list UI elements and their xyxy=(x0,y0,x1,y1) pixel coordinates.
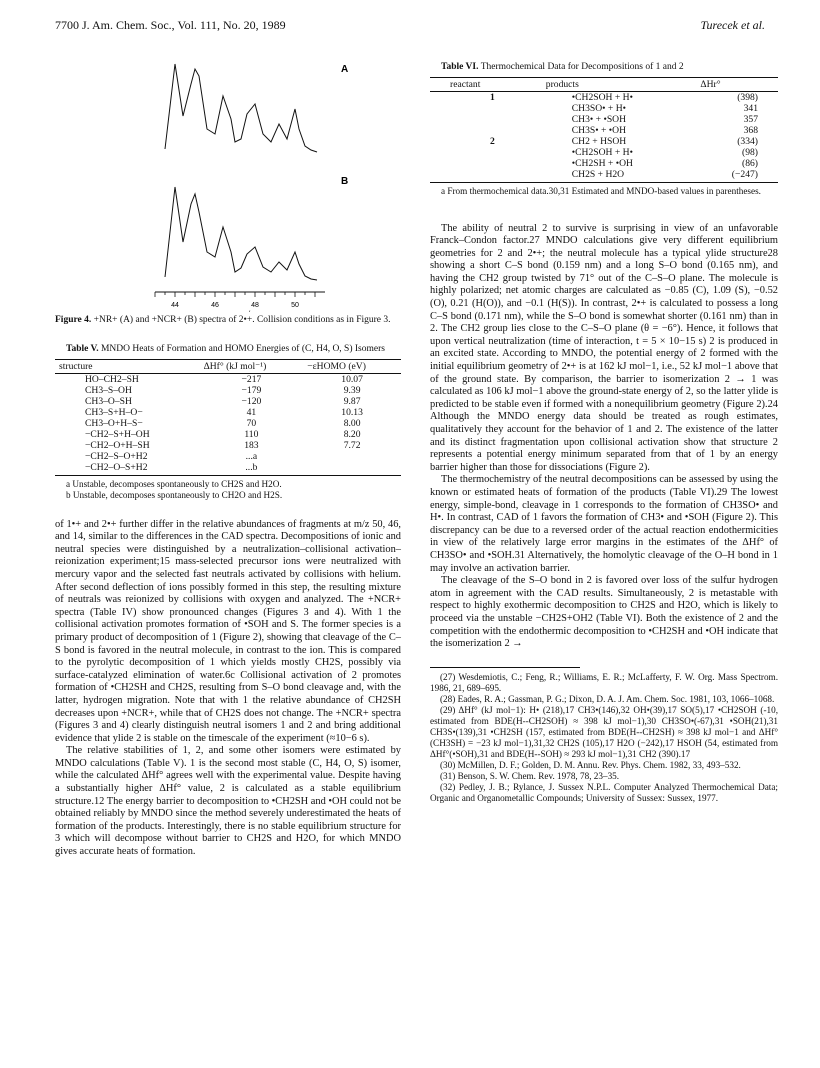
table-cell: CH2S + H2O xyxy=(542,169,697,183)
table-5-header-dh: ΔHf° (kJ mol⁻¹) xyxy=(200,359,304,373)
table-cell: CH2 + HSOH xyxy=(571,135,627,147)
table-6-header-products: products xyxy=(542,77,697,91)
table-cell: −217 xyxy=(241,373,262,385)
running-header-right: Turecek et al. xyxy=(700,18,765,32)
spectrum-trace xyxy=(165,187,317,280)
table-cell: CH3S• + •OH xyxy=(571,124,627,136)
running-header-left: 7700 J. Am. Chem. Soc., Vol. 111, No. 20, 1989 xyxy=(55,18,286,32)
table-cell: 9.39 xyxy=(343,384,361,396)
x-tick-label: 46 xyxy=(211,302,219,309)
table-5-footnote-b: b Unstable, decomposes spontaneously to CH2O and H2S. xyxy=(66,489,283,500)
table-cell xyxy=(303,451,401,462)
table-row xyxy=(55,396,401,407)
table-row xyxy=(430,114,778,125)
x-tick-label: 44 xyxy=(171,302,179,309)
table-cell: (98) xyxy=(742,146,758,158)
table-cell xyxy=(430,158,542,169)
table-cell: 41 xyxy=(246,406,257,418)
x-axis-label xyxy=(242,311,254,312)
table-cell: 70 xyxy=(246,417,257,429)
table-cell: 110 xyxy=(244,428,259,440)
table-cell: 1 xyxy=(490,91,495,103)
paragraph: The ability of neutral 2 to survive is surprising in view of an unfavorable Franck–Condon factor.27 MNDO calculations give very different equilibrium geometries for 2 and 2•+; the neutral molecule has a typical ylide structure28 showing a short C–S bond (0.159 nm) and a long S–O bond (0.165 nm), and having the CH2 group twisted by 71° out of the C–S–O plane. The molecule is highly polarized; net atomic charges are calculated as −0.85 (C), 1.09 (S), −0.52 (O), 0.21 (H(O)), and −0.1 (H(S)). In contrast, 2•+ is calculated to possess a long C–S bond (0.171 nm), while the S–O bond is somewhat shorter (0.161 nm) than in 2. The CH2 group lies close to the C–S–O plane (θ = −6°). Hence, it follows that upon vertical neutralization (time of interaction, t = 5 × 10−15 s) 2 is produced in an excited state. According to MNDO, the potential energy of 2 formed with the initial equilibrium geometry of 2•+ is at 162 kJ mol−1, i.e., 52 kJ mol−1 above that of the ground state. By comparison, the barrier to isomerization 2 → 1 was calculated as 106 kJ mol−1 above the ground-state energy of 2, so the latter ylide is predicted to be stable even if formed with a nonequilibrium geometry (Figure 2).24 Although the MNDO energy data should be treated as rough estimates, qualitatively they account for the behavior of 1 and 2. The existence of the latter and its distinct fragmentation upon collisional activation show that structure 2 represents a potential energy minimum separated from that of 1 by an energy barrier higher than those for dissociations (Figure 2). xyxy=(430,222,778,473)
right-body-text xyxy=(430,223,778,651)
table-cell: −CH2–O–S+H2 xyxy=(55,462,200,476)
table-6-grid xyxy=(430,77,778,183)
right-column xyxy=(430,62,778,804)
table-6-title: Table VI. Thermochemical Data for Decompositions of 1 and 2 xyxy=(441,62,684,72)
x-tick-label: 50 xyxy=(291,302,299,309)
table-cell: 183 xyxy=(244,439,259,451)
table-row xyxy=(430,125,778,136)
table-cell: 357 xyxy=(743,113,758,125)
table-row xyxy=(55,373,401,385)
spectrum-a-label: A xyxy=(341,64,349,75)
table-cell: (−247) xyxy=(696,169,778,183)
table-row xyxy=(55,429,401,440)
table-5-grid xyxy=(55,359,401,476)
table-cell: 10.07 xyxy=(341,373,363,385)
figure-4-spectra xyxy=(55,42,401,312)
paragraph: The thermochemistry of the neutral decompositions can be assessed by using the known or estimated heats of formation of the products (Table VI).29 The lowest energy, simple-bond, cleavage in 1 corresponds to the formation of CH3SO• and H•. In contrast, CAD of 1 favors the formation of CH3• and •SOH (Figure 2). This discrepancy can be due to a reversed order of the actual reaction endothermicities in view of the relatively large error margins in the estimates of the ΔHf° of CH3SO• and •SOH.31 Alternatively, the homolytic cleavage of the O–H bond in 1 may involve an activation barrier. xyxy=(430,474,778,574)
table-cell xyxy=(430,103,542,114)
table-cell: (334) xyxy=(737,135,758,147)
reference-item: (29) ΔHf° (kJ mol−1): H• (218),17 CH3•(146),32 OH•(39),17 SO(5),17 •CH2SOH (-10, estimated from BDE(H--CH2SOH) ≈ 398 kJ mol−1),30 CH3SO•(-67),31 •SOH(21),31 CH3S•(139),31 •CH2SH (157, estimated from BDE(H--CH2SH) ≈ 398 kJ mol−1 and ΔHf°(CH3SH) = −23 kJ mol−1),31,32 CH2S (105),17 H2O (−242),17 HSOH (54, estimated from ΔHf°(•SOH),31 and BDE(H--SOH) ≈ 293 kJ mol−1),31 CH2 (390).17 xyxy=(430,704,778,759)
table-cell: CH3–O+H–S− xyxy=(85,417,143,429)
table-cell xyxy=(303,462,401,476)
table-cell: 8.20 xyxy=(343,428,361,440)
table-row xyxy=(55,407,401,418)
table-cell xyxy=(430,169,542,183)
table-6 xyxy=(430,62,778,197)
table-row xyxy=(430,158,778,169)
paragraph: The relative stabilities of 1, 2, and some other isomers were estimated by MNDO calculations (Table V). 1 is the second most stable (C, H4, O, S) isomer, while the calculated ΔHf° agrees well with the experimental value. Despite having a substantially higher ΔHf° value, 2 is calculated as a stable equilibrium structure.12 The energy barrier to decomposition to •CH2SH and •OH could not be obtained reliably by MNDO since the method severely underestimated the heats of formation of the products. Interestingly, there is no stable equilibrium structure for 3 which will decompose without barrier to CH2S and H2O, for which MNDO gives accurate heats of formation. xyxy=(55,745,401,858)
table-row xyxy=(430,147,778,158)
table-cell: 9.87 xyxy=(343,395,361,407)
table-5-footnote-a: a Unstable, decomposes spontaneously to CH2S and H2O. xyxy=(66,478,282,489)
table-cell: 341 xyxy=(743,102,758,114)
table-cell: −CH2–S+H–OH xyxy=(85,428,150,440)
table-5 xyxy=(55,344,401,501)
table-cell: (86) xyxy=(742,157,758,169)
table-6-header-reactant: reactant xyxy=(430,77,542,91)
figure-4-caption: Figure 4. +NR+ (A) and +NCR+ (B) spectra of 2•+. Collision conditions as in Figure 3. xyxy=(55,314,391,325)
table-cell xyxy=(430,147,542,158)
table-cell: CH3–S+H–O− xyxy=(85,406,143,418)
table-cell: CH3–O–SH xyxy=(85,395,132,407)
table-row xyxy=(55,440,401,451)
table-cell: CH3SO• + H• xyxy=(571,102,627,114)
references xyxy=(430,672,778,804)
spectrum-b-label: B xyxy=(341,176,349,187)
reference-item: (31) Benson, S. W. Chem. Rev. 1978, 78, 23–35. xyxy=(440,770,620,781)
table-cell: 8.00 xyxy=(343,417,361,429)
table-row xyxy=(430,91,778,103)
table-cell: −CH2–S–O+H2 xyxy=(85,450,148,462)
spectrum-a xyxy=(165,64,317,152)
table-5-title: Table V. MNDO Heats of Formation and HOMO Energies of (C, H4, O, S) Isomers xyxy=(66,344,385,355)
table-cell: 2 xyxy=(490,135,495,147)
table-cell: 368 xyxy=(743,124,758,136)
table-cell: 10.13 xyxy=(341,406,363,418)
spectrum-trace xyxy=(165,64,317,152)
table-cell: 7.72 xyxy=(343,439,361,451)
table-cell: −120 xyxy=(241,395,262,407)
table-cell: •CH2SOH + H• xyxy=(571,91,633,103)
table-row xyxy=(55,451,401,462)
table-5-header-structure: structure xyxy=(55,359,200,373)
table-cell: HO–CH2–SH xyxy=(85,373,139,385)
table-cell: ...b xyxy=(200,462,304,476)
table-row xyxy=(430,103,778,114)
table-cell: −CH2–O+H–SH xyxy=(85,439,150,451)
table-5-header-homo: −εHOMO (eV) xyxy=(303,359,401,373)
table-6-footnote: a From thermochemical data.30,31 Estimated and MNDO-based values in parentheses. xyxy=(441,185,761,196)
table-cell xyxy=(430,114,542,125)
table-cell: •CH2SOH + H• xyxy=(571,146,633,158)
table-row xyxy=(430,136,778,147)
left-body-text xyxy=(55,519,401,859)
footnote-rule xyxy=(430,667,580,668)
table-row xyxy=(55,462,401,476)
paragraph: The cleavage of the S–O bond in 2 is favored over loss of the sulfur hydrogen atom in agreement with the CAD results. Simultaneously, 2 is metastable with respect to highly exothermic decomposition to CH2S and H2O, which is likely to proceed via the unstable −CH2S+OH2 (Table VI). Both the existence of 2 and the competition with the endothermic decomposition to •CH2SH and •OH indicate that the isomerization 2 → xyxy=(430,575,778,650)
table-row xyxy=(430,169,778,183)
table-6-header-dh: ΔHr° xyxy=(696,77,778,91)
left-column xyxy=(55,42,401,859)
table-row xyxy=(55,385,401,396)
spectrum-b xyxy=(165,187,317,280)
table-cell xyxy=(430,125,542,136)
reference-item: (28) Eades, R. A.; Gassman, P. G.; Dixon, D. A. J. Am. Chem. Soc. 1981, 103, 1066–1068. xyxy=(440,693,775,704)
table-cell: ...a xyxy=(245,450,258,462)
reference-item: (27) Wesdemiotis, C.; Feng, R.; Williams, E. R.; McLafferty, F. W. Org. Mass Spectrom. 1986, 21, 689–695. xyxy=(430,671,778,693)
table-cell: −179 xyxy=(241,384,262,396)
table-row xyxy=(55,418,401,429)
x-axis-ticks xyxy=(155,292,315,309)
reference-item: (32) Pedley, J. B.; Rylance, J. Sussex N.P.L. Computer Analyzed Thermochemical Data; Organic and Organometallic Compounds; University of Sussex: Sussex, 1977. xyxy=(430,781,778,803)
reference-item: (30) McMillen, D. F.; Golden, D. M. Annu. Rev. Phys. Chem. 1982, 33, 493–532. xyxy=(440,759,741,770)
table-cell: (398) xyxy=(737,91,758,103)
table-cell: CH3–S–OH xyxy=(85,384,132,396)
table-cell: •CH2SH + •OH xyxy=(571,157,633,169)
paragraph: of 1•+ and 2•+ further differ in the relative abundances of fragments at m/z 50, 46, and 14, similar to the differences in the CAD spectra. Decompositions of ionic and neutral species were distinguished by a neutralization–collisional activation–reionization experiment;15 mass-selected precursor ions were neutralized with mercury vapor and the selected fast neutrals activated by collisions with helium. After second deflection of ions possibly formed in this step, the resulting mixture of neutrals was reionized by collisions with oxygen and analyzed. The +NCR+ spectra (Table IV) show pronounced changes (Figures 3 and 4). With 1 the collisional activation promotes formation of •SOH and S. The former species is a primary product of decomposition of 1 (Figure 2), showing that cleavage of the C–S bond is favored in the neutral molecule, in contrast to the ion. This is compared to the pyrolytic decomposition of 1 which yields mostly CH2S, possibly via surface-catalyzed elimination of water.6c Collisional activation of 2 promotes formation of •CH2SH and CH2S, resulting from S–O bond cleavage and, with the latter, hydrogen migration. Note that with 1 the relative abundance of CH2SH decreases upon +NCR+, while that of CH2S does not change. The +NCR+ spectra (Figures 3 and 4) clearly distinguish neutral isomers 1 and 2 and bring additional evidence that ylide 2 is stable on the timescale of the experiment (≈10−6 s). xyxy=(55,518,401,744)
table-cell: CH3• + •SOH xyxy=(571,113,627,125)
x-tick-label: 48 xyxy=(251,302,259,309)
